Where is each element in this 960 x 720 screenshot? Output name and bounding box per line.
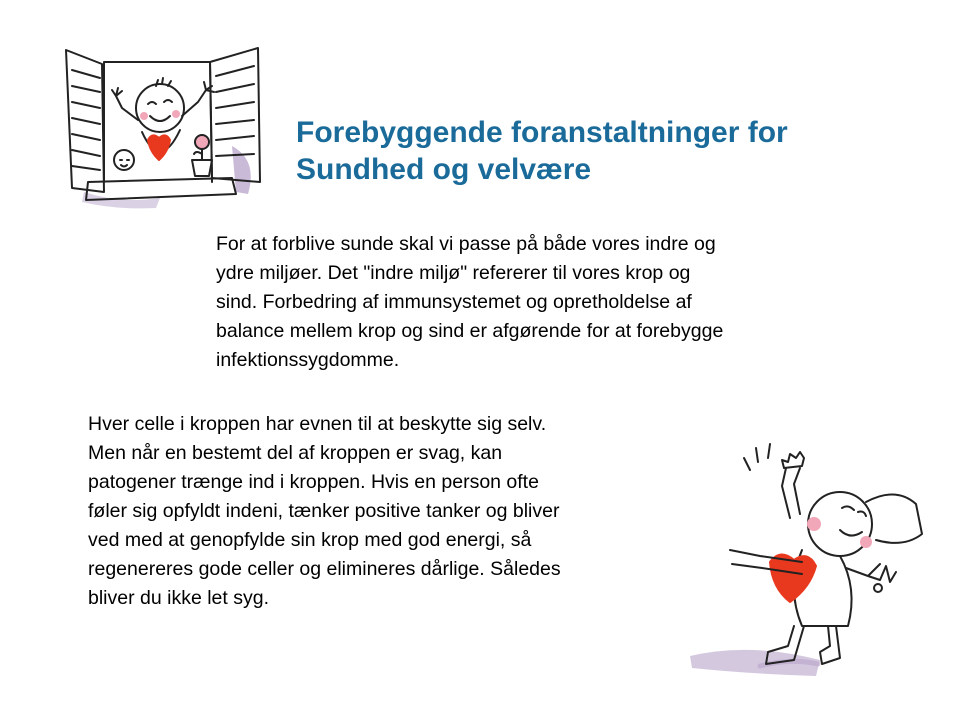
paragraph-line: patogener trænge ind i kroppen. Hvis en person ofte <box>88 471 539 493</box>
paragraph-line: føler sig opfyldt indeni, tænker positive tanker og bliver <box>88 500 560 522</box>
body-paragraph <box>88 410 561 613</box>
title-line: Forebyggende foranstaltninger for <box>296 116 788 149</box>
paragraph-line: infektionssygdomme. <box>216 349 400 371</box>
paragraph-line: regenereres gode celler og elimineres dårlige. Således <box>88 558 561 580</box>
paragraph-line: Men når en bestemt del af kroppen er svag, kan <box>88 442 503 464</box>
page-title <box>296 114 916 188</box>
window-illustration <box>60 42 270 212</box>
paragraph-line: bliver du ikke let syg. <box>88 587 269 609</box>
paragraph-line: balance mellem krop og sind er afgørende for at forebygge <box>216 320 724 342</box>
paragraph-line: sind. Forbedring af immunsystemet og opretholdelse af <box>216 291 692 313</box>
paragraph-line: For at forblive sunde skal vi passe på både vores indre og <box>216 233 716 255</box>
victory-pose-illustration <box>690 438 954 678</box>
intro-paragraph <box>216 230 723 375</box>
paragraph-line: ydre miljøer. Det "indre miljø" refererer til vores krop og <box>216 262 691 284</box>
title-line: Sundhed og velvære <box>296 153 592 186</box>
paragraph-line: ved med at genopfylde sin krop med god energi, så <box>88 529 532 551</box>
paragraph-line: Hver celle i kroppen har evnen til at beskytte sig selv. <box>88 413 547 435</box>
